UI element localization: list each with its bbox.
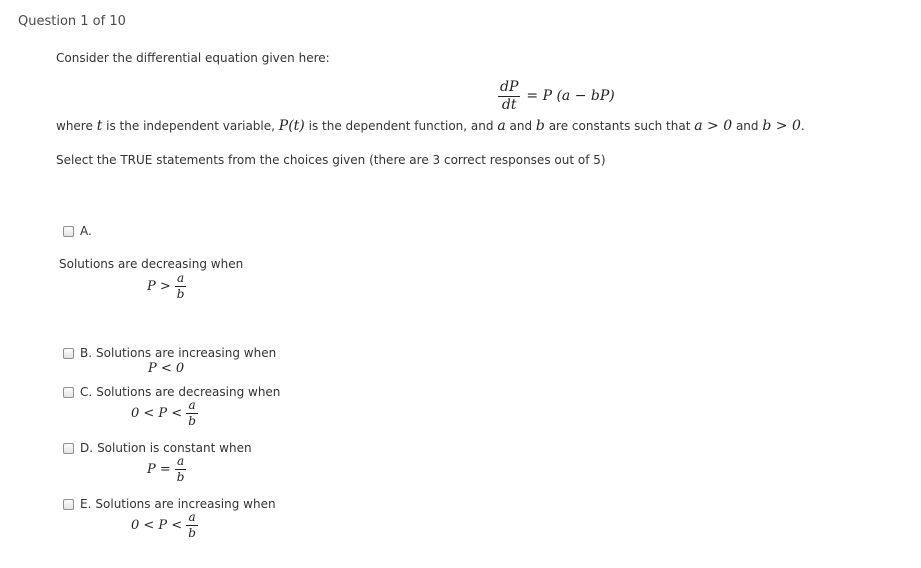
- choice-c-frac-num: a: [188, 398, 196, 412]
- func-P: P(t): [278, 118, 305, 134]
- choice-b-checkbox[interactable]: [63, 348, 74, 359]
- choice-c-condition: [131, 399, 198, 427]
- choice-b-row[interactable]: [63, 346, 276, 360]
- choice-c-text: Solutions are decreasing when: [96, 385, 281, 399]
- where-text-1: where: [56, 119, 93, 133]
- choice-e-fraction: [186, 511, 198, 539]
- choice-b-text: Solutions are increasing when: [96, 346, 277, 360]
- choice-d-letter: D.: [80, 441, 94, 455]
- choice-b-cond-left: P < 0: [148, 361, 185, 376]
- derivative-numerator: dP: [500, 79, 519, 95]
- choice-e-condition: [131, 511, 198, 539]
- differential-equation: [498, 80, 615, 112]
- where-text-4: and: [509, 119, 533, 133]
- choice-e-frac-den: b: [188, 525, 196, 540]
- choice-d-frac-den: b: [176, 469, 185, 484]
- choice-b-letter: B.: [80, 346, 93, 360]
- question-instruction: Select the TRUE statements from the choices given (there are 3 correct responses out of 5): [56, 153, 606, 167]
- choice-c-letter: C.: [80, 385, 93, 399]
- choice-a-frac-den: b: [176, 286, 185, 301]
- question-intro: Consider the differential equation given here:: [56, 51, 330, 65]
- choice-e-frac-num: a: [188, 510, 196, 524]
- choice-a-frac-num: a: [177, 271, 185, 285]
- choice-d-row[interactable]: [63, 441, 252, 455]
- choice-c-fraction: [186, 399, 198, 427]
- equation-rhs: = P (a − bP): [526, 88, 615, 105]
- cond-b: b > 0: [762, 118, 801, 134]
- choice-a-letter: A.: [80, 224, 92, 238]
- derivative-denominator: dt: [501, 96, 517, 113]
- derivative-fraction: [498, 80, 520, 112]
- choice-e-letter: E.: [80, 497, 92, 511]
- choice-c-cond-left: 0 < P <: [131, 405, 183, 421]
- choice-c-frac-den: b: [188, 413, 196, 428]
- choice-a-row[interactable]: [63, 224, 92, 238]
- choice-c-checkbox[interactable]: [63, 387, 74, 398]
- choice-d-text: Solution is constant when: [97, 441, 252, 455]
- choice-e-checkbox[interactable]: [63, 499, 74, 510]
- choice-d-checkbox[interactable]: [63, 443, 74, 454]
- choice-a-cond-left: P >: [147, 278, 171, 294]
- where-text-7: .: [800, 119, 805, 133]
- where-text-6: and: [735, 119, 759, 133]
- choice-d-frac-num: a: [177, 454, 185, 468]
- choice-e-text: Solutions are increasing when: [95, 497, 276, 511]
- question-counter: Question 1 of 10: [18, 14, 126, 29]
- choice-a-description: Solutions are decreasing when: [59, 257, 244, 271]
- choice-a-checkbox[interactable]: [63, 226, 74, 237]
- where-text-2: is the independent variable,: [106, 119, 275, 133]
- cond-a: a > 0: [694, 118, 733, 134]
- where-text-3: is the dependent function, and: [308, 119, 494, 133]
- header-divider: [14, 36, 907, 37]
- choice-e-row[interactable]: [63, 497, 276, 511]
- choice-b-condition: [148, 361, 184, 376]
- choice-d-fraction: [175, 455, 187, 483]
- const-b: b: [535, 118, 545, 134]
- var-t: t: [96, 118, 103, 134]
- choice-c-row[interactable]: [63, 385, 280, 399]
- choice-d-condition: [147, 455, 186, 483]
- choice-d-cond-left: P =: [147, 461, 171, 477]
- where-text-5: are constants such that: [548, 119, 691, 133]
- choice-e-cond-left: 0 < P <: [131, 517, 183, 533]
- choice-a-fraction: [175, 272, 187, 300]
- choice-a-condition: [147, 272, 186, 300]
- variable-description: [56, 118, 805, 134]
- const-a: a: [497, 118, 506, 134]
